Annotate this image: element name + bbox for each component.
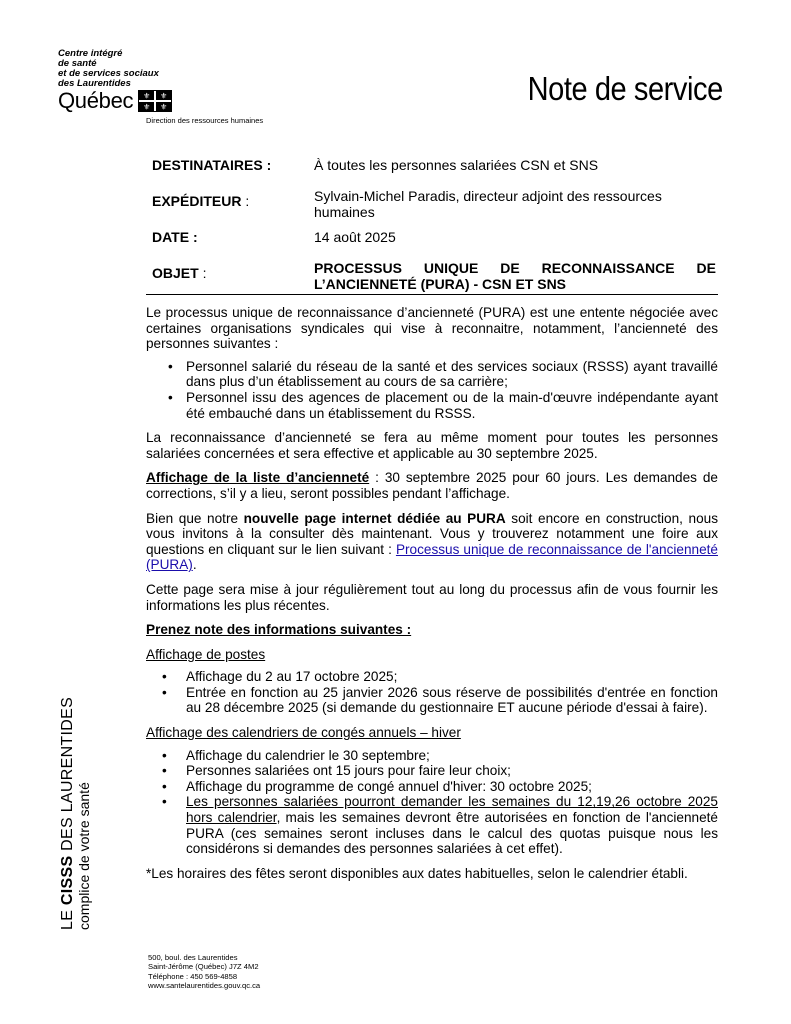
organization-name: Centre intégré de santé et de services sociaux des Laurentides bbox=[58, 48, 159, 89]
document-title: Note de service bbox=[527, 70, 723, 107]
organization-logo bbox=[58, 49, 288, 112]
direction-label: Direction des ressources humaines bbox=[146, 116, 264, 125]
conges-heading: Affichage des calendriers de congés annuels – hiver bbox=[146, 725, 461, 741]
objet-value: PROCESSUS UNIQUE DE RECONNAISSANCE DE L’ANCIENNETÉ (PURA) - CSN ET SNS bbox=[314, 260, 716, 292]
expediteur-label: EXPÉDITEUR : bbox=[152, 193, 250, 209]
intro-paragraph: Le processus unique de reconnaissance d’ancienneté (PURA) est une entente négociée avec certaines organisations syndicales qui vise à reconnaitre, notamment, l’ancienneté des personnes suivantes : bbox=[146, 305, 718, 352]
destinataires-value: À toutes les personnes salariées CSN et SNS bbox=[314, 157, 599, 173]
affichage-paragraph: Affichage de la liste d’ancienneté : 30 septembre 2025 pour 60 jours. Les demandes de corrections, s’il y a lieu, seront possibles pendant l’affichage. bbox=[146, 470, 718, 501]
date-value: 14 août 2025 bbox=[314, 229, 396, 245]
memo-body bbox=[146, 305, 718, 890]
conges-bullet-list bbox=[146, 748, 718, 857]
affichage-label: Affichage de la liste d’ancienneté bbox=[146, 470, 370, 486]
side-tagline: complice de votre santé bbox=[76, 782, 92, 930]
list-item: • Affichage du calendrier le 30 septembre; bbox=[146, 748, 718, 764]
cisss-side-branding: LE CISSS DES LAURENTIDES complice de votre santé bbox=[59, 696, 92, 930]
expediteur-value: Sylvain-Michel Paradis, directeur adjoint des ressources humaines bbox=[314, 188, 662, 220]
objet-label: OBJET : bbox=[152, 265, 207, 281]
update-paragraph: Cette page sera mise à jour régulièrement tout au long du processus afin de vous fournir les informations les plus récentes. bbox=[146, 581, 718, 613]
postes-heading: Affichage de postes bbox=[146, 646, 266, 662]
header-divider bbox=[146, 294, 718, 295]
footer-address: 500, boul. des Laurentides Saint-Jérôme (Québec) J7Z 4M2 Téléphone : 450 569-4858 www.santelaurentides.gouv.qc.ca bbox=[148, 953, 261, 991]
list-item: • Affichage du 2 au 17 octobre 2025; bbox=[146, 669, 718, 685]
list-item: • Les personnes salariées pourront demander les semaines du 12,19,26 octobre 2025 hors calendrier, mais les semaines devront être autorisées en fonction de l'ancienneté PURA (ces semaines seront incluses dans le calcul des quotas puisque nous les considérons si demandes des personnes salariées à cet effet). bbox=[146, 794, 718, 856]
quebec-wordmark: Québec bbox=[58, 88, 134, 113]
date-label: DATE : bbox=[152, 229, 198, 245]
list-item: • Affichage du programme de congé annuel d'hiver: 30 octobre 2025; bbox=[146, 779, 718, 795]
list-item: • Personnel salarié du réseau de la santé et des services sociaux (RSSS) ayant travaillé dans plus d’un établissement au cours de sa carrière; bbox=[146, 359, 718, 390]
list-item: • Personnes salariées ont 15 jours pour faire leur choix; bbox=[146, 763, 718, 779]
webpage-paragraph: Bien que notre nouvelle page internet dédiée au PURA soit encore en construction, nous vous invitons à la consulter dès maintenant. Vous y trouverez notamment une foire aux questions en cliquant sur le lien suivant : Processus unique de reconnaissance de l'ancienneté (PURA). bbox=[146, 510, 718, 573]
list-item: • Entrée en fonction au 25 janvier 2026 sous réserve de possibilités d'entrée en fonction au 28 décembre 2025 (si demande du gestionnaire ET aucune période d'essai à faire). bbox=[146, 685, 718, 716]
pura-link[interactable]: Processus unique de reconnaissance de l'ancienneté (PURA) bbox=[146, 541, 718, 573]
recognition-paragraph: La reconnaissance d’ancienneté se fera au même moment pour toutes les personnes salariées concernées et sera effective et applicable au 30 septembre 2025. bbox=[146, 430, 718, 461]
intro-bullet-list bbox=[146, 359, 718, 421]
postes-bullet-list bbox=[146, 669, 718, 716]
note-heading: Prenez note des informations suivantes : bbox=[146, 622, 412, 638]
destinataires-label: DESTINATAIRES : bbox=[152, 157, 272, 173]
footnote: *Les horaires des fêtes seront disponibles aux dates habituelles, selon le calendrier établi. bbox=[146, 865, 688, 881]
website-link: www.santelaurentides.gouv.qc.ca bbox=[148, 981, 261, 991]
list-item: • Personnel issu des agences de placement ou de la main-d'œuvre indépendante ayant été embauché dans un établissement du RSSS. bbox=[146, 390, 718, 421]
quebec-flag-icon bbox=[138, 90, 172, 112]
